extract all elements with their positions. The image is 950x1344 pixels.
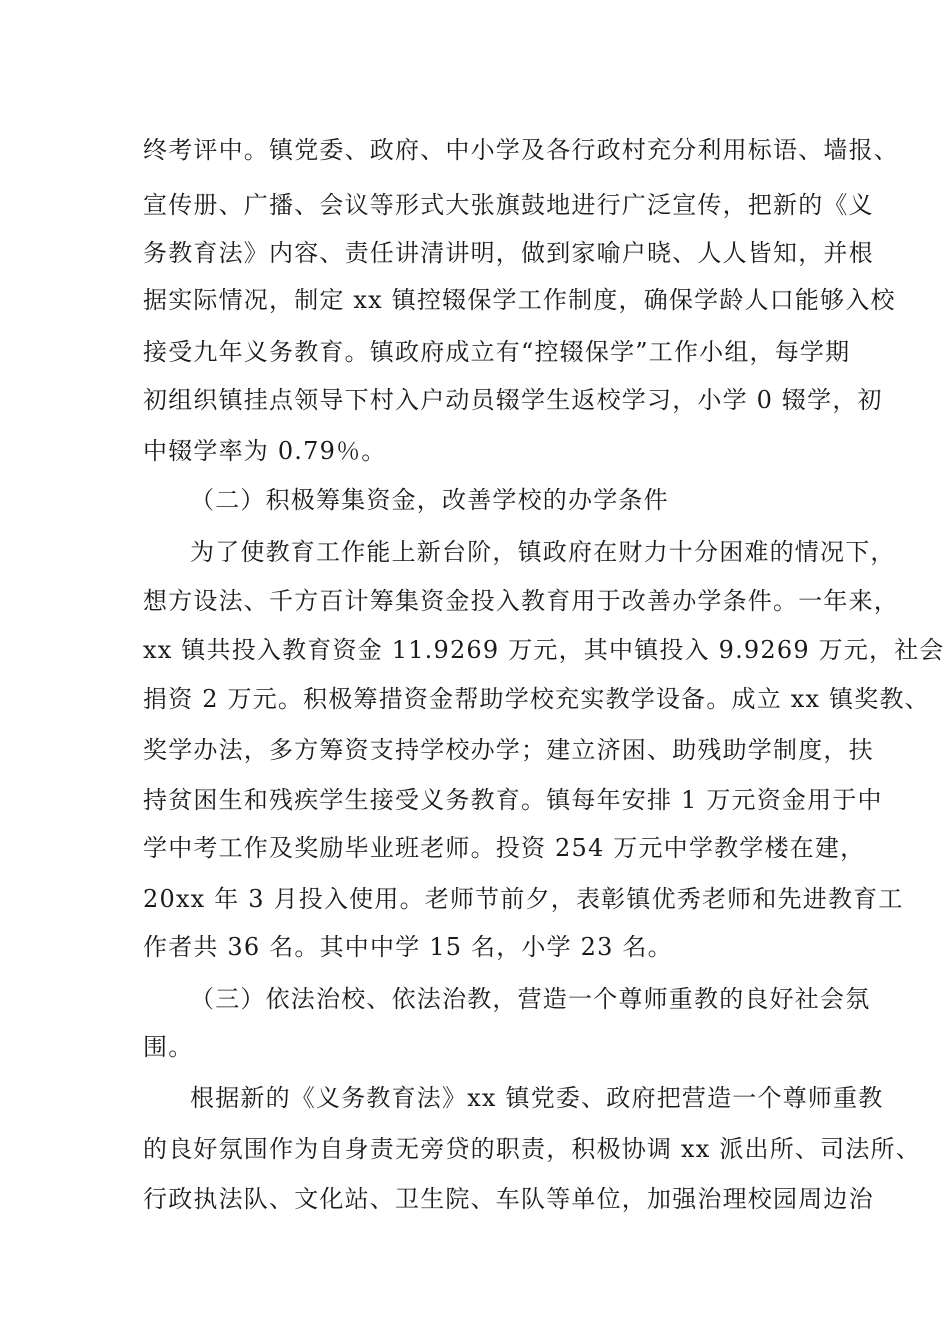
body-text-line: 中辍学率为 0.79％。: [143, 437, 387, 465]
body-text-line: 作者共 36 名。其中中学 15 名，小学 23 名。: [143, 933, 673, 961]
body-text-line: 行政执法队、文化站、卫生院、车队等单位，加强治理校园周边治: [143, 1185, 874, 1213]
body-text-line: 接受九年义务教育。镇政府成立有“控辍保学”工作小组，每学期: [143, 338, 851, 366]
body-text-line: 务教育法》内容、责任讲清讲明，做到家喻户晓、人人皆知，并根: [143, 239, 874, 267]
body-text-line: 初组织镇挂点领导下村入户动员辍学生返校学习，小学 0 辍学，初: [143, 386, 883, 414]
body-text-line: 终考评中。镇党委、政府、中小学及各行政村充分利用标语、墙报、: [143, 136, 899, 164]
paragraph-start-line: 根据新的《义务教育法》xx 镇党委、政府把营造一个尊师重教: [190, 1084, 884, 1112]
section-heading-2: （二）积极筹集资金，改善学校的办学条件: [190, 486, 669, 514]
body-text-line: 捐资 2 万元。积极筹措资金帮助学校充实教学设备。成立 xx 镇奖教、: [143, 685, 930, 713]
body-text-line: 的良好氛围作为自身责无旁贷的职责，积极协调 xx 派出所、司法所、: [143, 1135, 921, 1163]
body-text-line: 20xx 年 3 月投入使用。老师节前夕，表彰镇优秀老师和先进教育工: [143, 885, 904, 913]
body-text-line: xx 镇共投入教育资金 11.9269 万元，其中镇投入 9.9269 万元，社会: [143, 636, 945, 664]
section-heading-3-continued: 围。: [143, 1033, 194, 1061]
body-text-line: 据实际情况，制定 xx 镇控辍保学工作制度，确保学龄人口能够入校: [143, 286, 896, 314]
paragraph-start-line: 为了使教育工作能上新台阶，镇政府在财力十分困难的情况下，: [190, 538, 896, 566]
section-heading-3: （三）依法治校、依法治教，营造一个尊师重教的良好社会氛: [190, 985, 871, 1013]
body-text-line: 想方设法、千方百计筹集资金投入教育用于改善办学条件。一年来，: [143, 587, 899, 615]
body-text-line: 奖学办法，多方筹资支持学校办学；建立济困、助残助学制度，扶: [143, 736, 874, 764]
body-text-line: 持贫困生和残疾学生接受义务教育。镇每年安排 1 万元资金用于中: [143, 786, 883, 814]
body-text-line: 学中考工作及奖励毕业班老师。投资 254 万元中学教学楼在建，: [143, 834, 866, 862]
body-text-line: 宣传册、广播、会议等形式大张旗鼓地进行广泛宣传，把新的《义: [143, 191, 874, 219]
